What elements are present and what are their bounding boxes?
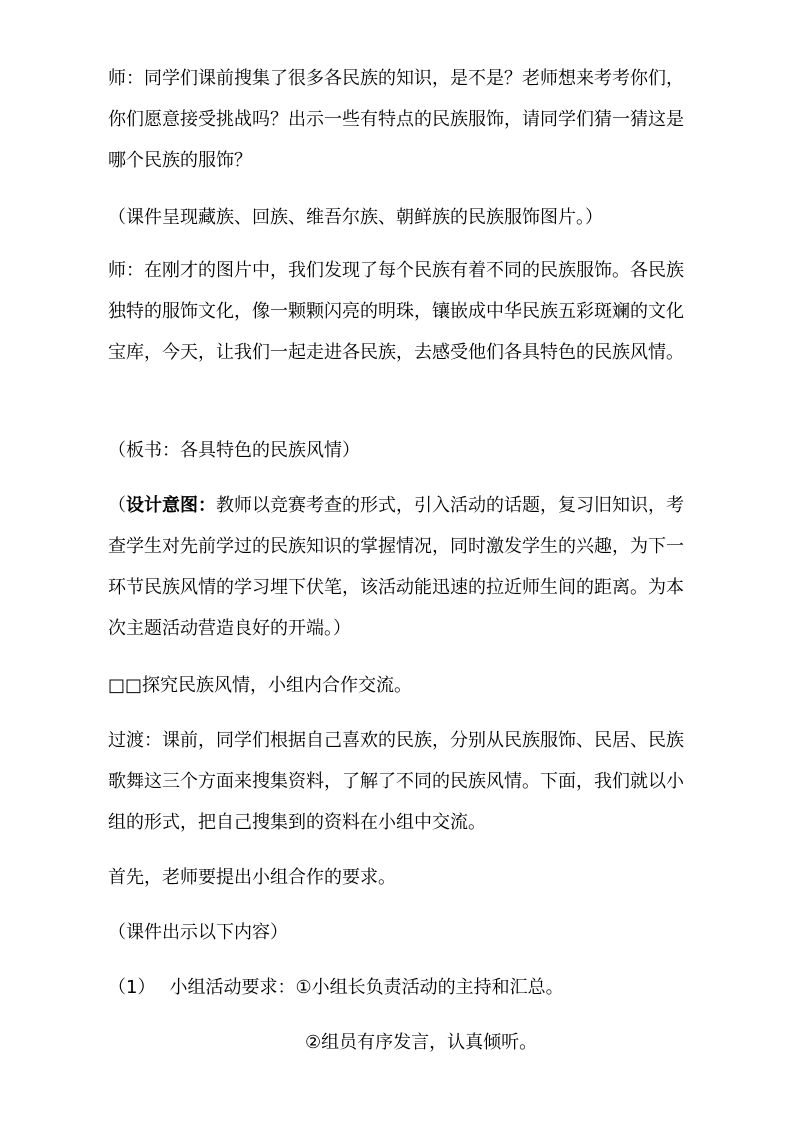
requirement-text: 小组活动要求：①小组长负责活动的主持和汇总。: [169, 977, 564, 998]
paragraph-teacher-question: 师：同学们课前搜集了很多各民族的知识，是不是？老师想来考考你们，你们愿意接受挑战吗？出示一些有特点的民族服饰，请同学们猜一猜这是哪个民族的服饰？: [108, 68, 684, 171]
paragraph-transition: 过渡：课前，同学们根据自己喜欢的民族，分别从民族服饰、民居、民族歌舞这三个方面来搜集资料，了解了不同的民族风情。下面，我们就以小组的形式，把自己搜集到的资料在小组中交流。: [108, 730, 684, 833]
paragraph-requirement-1: [108, 967, 690, 1008]
paragraph-blackboard-note: （板书：各具特色的民族风情）: [108, 440, 360, 461]
paragraph-requirement-2: ②组员有序发言，认真倾听。: [305, 1032, 538, 1053]
paragraph-courseware-note: （课件呈现藏族、回族、维吾尔族、朝鲜族的民族服饰图片。）: [108, 207, 603, 228]
paragraph-teacher-intro: 师：在刚才的图片中，我们发现了每个民族有着不同的民族服饰。各民族独特的服饰文化，像一颗颗闪亮的明珠，镶嵌成中华民族五彩斑斓的文化宝库，今天，让我们一起走进各民族，去感受他们各具特色的民族风情。: [108, 260, 684, 363]
requirement-number: （1）: [108, 977, 156, 998]
design-intent-label: 设计意图：: [126, 495, 216, 516]
paragraph-design-intent: [108, 485, 690, 649]
paragraph-requirements-intro: 首先，老师要提出小组合作的要求。: [108, 867, 396, 888]
design-intent-text: 教师以竞赛考查的形式，引入活动的话题，复习旧知识，考查学生对先前学过的民族知识的掌握情况，同时激发学生的兴趣，为下一环节民族风情的学习埋下伏笔，该活动能迅速的拉近师生间的距离。为本次主题活动营造良好的开端。）: [108, 495, 684, 639]
paragraph-courseware-show: （课件出示以下内容）: [108, 922, 288, 943]
paragraph-section-heading: □□探究民族风情，小组内合作交流。: [108, 675, 413, 696]
design-intent-open: （: [108, 495, 126, 516]
